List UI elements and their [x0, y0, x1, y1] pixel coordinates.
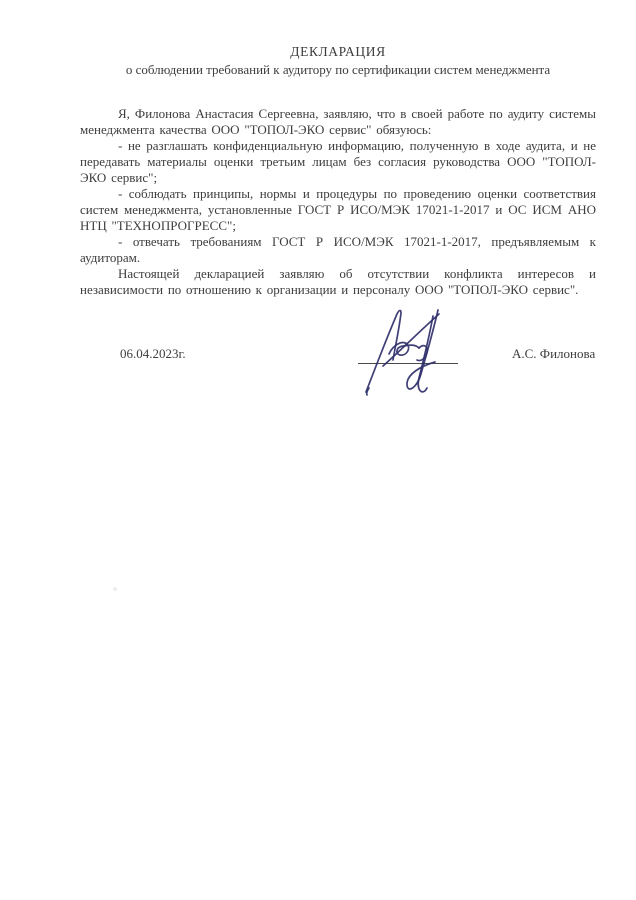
paragraph-obligation-procedures: - соблюдать принципы, нормы и процедуры по проведению оценки соответствия систем менеджмента, установленные ГОСТ Р ИСО/МЭК 17021-1-2017 и ОС ИСМ АНО НТЦ "ТЕХНОПРОГРЕСС";: [80, 186, 596, 233]
signatory-name: А.С. Филонова: [512, 346, 596, 361]
paragraph-obligation-requirements: - отвечать требованиям ГОСТ Р ИСО/МЭК 17021-1-2017, предъявляемым к аудиторам.: [80, 234, 596, 265]
document-body: [80, 106, 596, 298]
signature-block: [80, 344, 596, 414]
paragraph-intro: Я, Филонова Анастасия Сергеевна, заявляю, что в своей работе по аудиту системы менеджмента качества ООО "ТОПОЛ-ЭКО сервис" обязуюсь:: [80, 106, 596, 137]
document-subtitle: о соблюдении требований к аудитору по сертификации систем менеджмента: [125, 62, 551, 77]
document-header: [80, 44, 596, 78]
scan-speck: [113, 587, 117, 591]
document-title: ДЕКЛАРАЦИЯ: [290, 44, 386, 59]
paragraph-obligation-confidentiality: - не разглашать конфиденциальную информацию, полученную в ходе аудита, и не передавать материалы оценки третьим лицам без согласия руководства ООО "ТОПОЛ-ЭКО сервис";: [80, 138, 596, 185]
signature-date: 06.04.2023г.: [120, 346, 186, 361]
handwritten-signature-icon: [363, 304, 475, 400]
paragraph-no-conflict-statement: Настоящей декларацией заявляю об отсутствии конфликта интересов и независимости по отношению к организации и персоналу ООО "ТОПОЛ-ЭКО сервис".: [80, 266, 596, 297]
